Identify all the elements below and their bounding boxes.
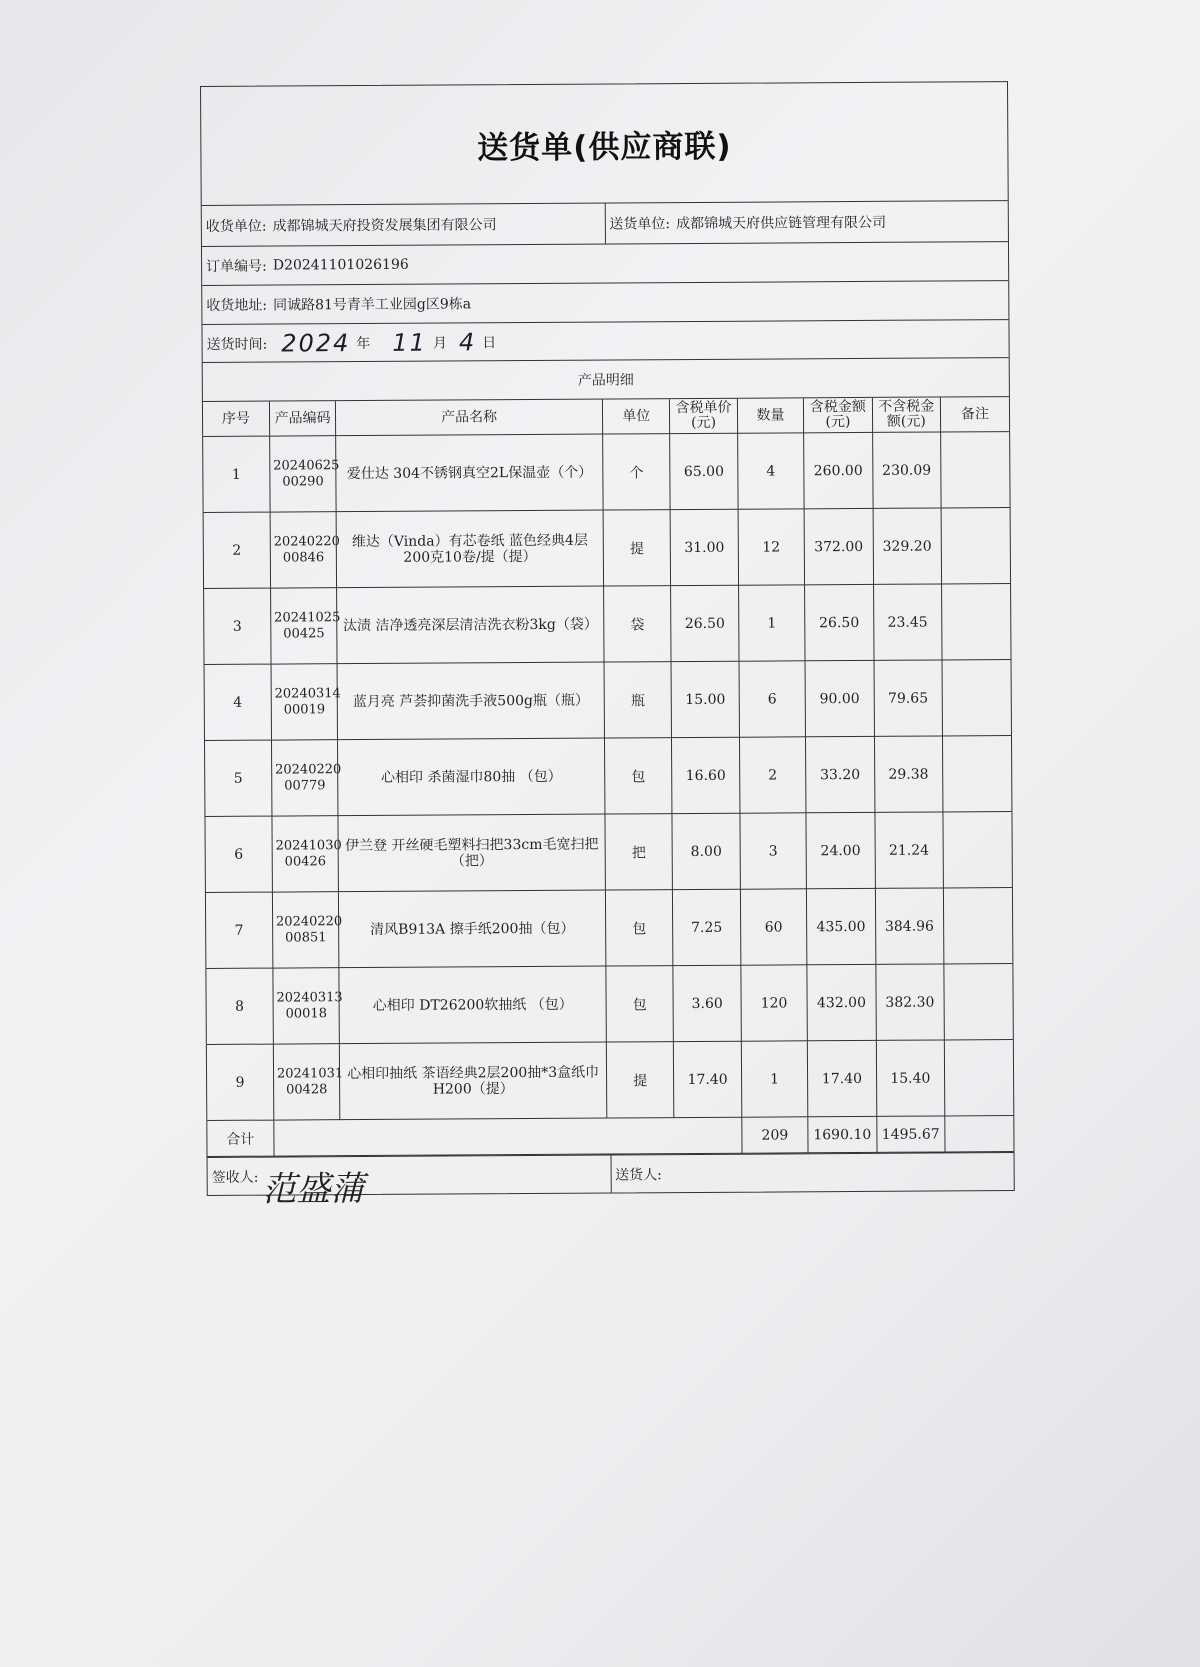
signer-label: 签收人: [211, 1169, 259, 1186]
row-amount: 260.00 [804, 432, 873, 508]
col-unit: 单位 [602, 399, 670, 434]
row-unit: 包 [605, 890, 673, 966]
row-price: 16.60 [672, 737, 740, 813]
row-net: 384.96 [875, 888, 944, 964]
row-unit: 提 [603, 510, 671, 586]
row-note [942, 660, 1011, 736]
col-no: 序号 [203, 402, 270, 437]
col-qty: 数量 [737, 398, 804, 433]
row-qty: 3 [740, 813, 807, 889]
total-note [945, 1116, 1014, 1152]
row-code-part2: 00425 [283, 625, 325, 642]
row-qty: 4 [737, 433, 804, 509]
delivery-time-row [202, 320, 1008, 363]
row-code-part2: 00779 [284, 777, 326, 793]
row-net: 29.38 [874, 736, 943, 812]
row-qty: 1 [741, 1041, 808, 1117]
col-code: 产品编码 [269, 401, 336, 436]
row-name: 爱仕达 304不锈钢真空2L保温壶（个） [336, 434, 603, 512]
section-title: 产品明细 [577, 372, 634, 389]
supplier-value: 成都锦城天府供应链管理有限公司 [676, 214, 887, 233]
row-amount: 432.00 [807, 964, 876, 1040]
day-unit: 日 [482, 334, 497, 351]
row-code [273, 968, 343, 1044]
row-code [270, 588, 341, 664]
year-unit: 年 [356, 335, 371, 352]
row-no: 1 [203, 436, 270, 512]
row-net: 230.09 [872, 432, 941, 508]
col-price: 含税单价(元) [670, 399, 738, 434]
row-price: 17.40 [674, 1041, 742, 1117]
row-note [942, 584, 1011, 660]
row-net: 23.45 [873, 584, 942, 660]
row-note [944, 1040, 1013, 1116]
row-amount: 26.50 [805, 584, 874, 660]
row-unit: 包 [606, 966, 674, 1042]
address-row [202, 281, 1008, 325]
month-unit: 月 [432, 334, 447, 352]
row-no: 7 [206, 892, 273, 968]
order-number: D20241101026196 [272, 256, 409, 274]
table-row [204, 508, 1010, 589]
row-qty: 60 [740, 889, 807, 965]
row-code-part2: 00426 [284, 853, 327, 869]
table-row [206, 888, 1012, 969]
row-code-part2: 00851 [285, 929, 327, 945]
table-row [207, 1040, 1013, 1121]
row-name: 清风B913A 擦手纸200抽（包） [339, 890, 606, 968]
receiver-label: 收货单位: [205, 218, 267, 235]
row-note [941, 508, 1010, 584]
row-code [270, 512, 340, 588]
row-no: 6 [205, 816, 272, 892]
row-code-part2: 00290 [282, 473, 324, 490]
row-unit: 个 [603, 434, 671, 510]
row-name: 蓝月亮 芦荟抑菌洗手液500g瓶（瓶） [337, 662, 604, 740]
col-amount: 含税金额(元) [804, 398, 873, 433]
row-code [271, 664, 341, 740]
row-unit: 提 [606, 1042, 674, 1118]
row-note [943, 888, 1012, 964]
delivery-note-form [200, 81, 1015, 1210]
row-net: 79.65 [874, 660, 943, 736]
row-amount: 24.00 [806, 812, 875, 888]
row-qty: 120 [741, 965, 808, 1041]
row-qty: 2 [739, 737, 806, 813]
row-code-part1: 20240314 [274, 685, 341, 702]
row-name: 心相印抽纸 茶语经典2层200抽*3盒纸巾H200（提） [340, 1042, 607, 1120]
handwritten-signature: 范盛蒲 [262, 1169, 365, 1210]
row-code-part1: 20240220 [275, 913, 343, 930]
section-title-row [203, 358, 1009, 402]
parties-row [202, 201, 1008, 247]
row-code [270, 436, 340, 512]
row-amount: 33.20 [806, 736, 875, 812]
delivery-month: 11 [392, 328, 427, 357]
row-code [271, 740, 342, 816]
address-value: 同诚路81号青羊工业园g区9栋a [273, 296, 472, 314]
row-code-part1: 20240313 [276, 989, 343, 1006]
row-code-part1: 20241025 [274, 609, 341, 626]
col-note: 备注 [940, 397, 1009, 432]
row-note [944, 964, 1013, 1040]
row-price: 65.00 [670, 433, 738, 509]
row-price: 3.60 [673, 965, 741, 1041]
order-label: 订单编号: [206, 258, 267, 275]
total-net: 1495.67 [876, 1116, 945, 1152]
receiver-cell [202, 204, 605, 246]
total-row [207, 1116, 1013, 1157]
row-qty: 12 [738, 509, 805, 585]
table-row [203, 432, 1009, 513]
row-code-part2: 00846 [282, 549, 325, 566]
row-unit: 瓶 [604, 662, 672, 738]
deliverer-label: 送货人: [615, 1166, 662, 1183]
row-name: 心相印 杀菌湿巾80抽 （包） [338, 738, 605, 816]
row-code-part2: 00018 [285, 1005, 327, 1021]
row-unit: 把 [605, 814, 673, 890]
table-row [205, 736, 1011, 817]
row-qty: 1 [738, 585, 805, 661]
row-code-part1: 20240220 [273, 533, 340, 550]
row-note [942, 736, 1011, 812]
address-label: 收货地址: [206, 297, 268, 314]
row-net: 15.40 [876, 1040, 945, 1116]
document-title: 送货单(供应商联) [477, 128, 732, 166]
order-row [202, 242, 1008, 286]
product-table [203, 397, 1014, 1157]
row-code-part1: 20240220 [275, 761, 342, 778]
row-no: 3 [204, 588, 271, 664]
row-no: 5 [205, 740, 272, 816]
delivery-time-label: 送货时间: [206, 336, 268, 353]
row-price: 26.50 [671, 585, 739, 661]
col-net: 不含税金额(元) [872, 397, 941, 432]
row-price: 15.00 [671, 661, 739, 737]
row-unit: 袋 [604, 586, 672, 662]
supplier-label: 送货单位: [609, 216, 671, 233]
row-net: 21.24 [875, 812, 944, 888]
signer-cell [208, 1156, 611, 1210]
row-code-part2: 00019 [283, 701, 326, 717]
deliverer-cell [610, 1153, 1014, 1192]
col-name: 产品名称 [336, 400, 603, 436]
row-net: 329.20 [873, 508, 942, 584]
total-amount: 1690.10 [808, 1116, 877, 1152]
row-name: 维达（Vinda）有芯卷纸 蓝色经典4层200克10卷/提（提） [336, 510, 603, 588]
table-row [205, 660, 1011, 741]
row-note [943, 812, 1012, 888]
total-qty: 209 [742, 1117, 809, 1153]
row-code [272, 816, 342, 892]
total-blank [274, 1117, 742, 1156]
row-note [941, 432, 1010, 508]
table-row [205, 812, 1011, 893]
row-amount: 372.00 [804, 508, 873, 584]
table-row [206, 964, 1012, 1045]
row-price: 8.00 [672, 813, 740, 889]
row-code [272, 892, 343, 968]
row-code-part1: 20241030 [275, 837, 342, 854]
delivery-day: 4 [458, 327, 477, 356]
table-header-row [203, 397, 1009, 436]
row-name: 伊兰登 开丝硬毛塑料扫把33cm毛宽扫把（把） [338, 814, 605, 892]
receiver-value: 成都锦城天府投资发展集团有限公司 [272, 217, 497, 235]
signature-row [208, 1152, 1014, 1210]
row-code-part2: 00428 [286, 1081, 328, 1097]
title-row [201, 82, 1008, 206]
row-code-part1: 20241031 [276, 1065, 344, 1082]
total-label: 合计 [207, 1120, 274, 1156]
row-no: 9 [207, 1044, 274, 1120]
row-name: 心相印 DT26200软抽纸 （包） [339, 966, 606, 1044]
row-no: 2 [204, 512, 271, 588]
row-amount: 90.00 [805, 660, 874, 736]
row-qty: 6 [739, 661, 806, 737]
row-no: 8 [206, 968, 273, 1044]
row-unit: 包 [604, 738, 672, 814]
row-no: 4 [205, 664, 272, 740]
row-code [273, 1044, 344, 1120]
row-code-part1: 20240625 [273, 457, 340, 474]
delivery-year: 2024 [281, 328, 351, 358]
supplier-cell [604, 201, 1008, 243]
row-amount: 17.40 [808, 1040, 877, 1116]
row-price: 31.00 [670, 509, 738, 585]
row-price: 7.25 [673, 889, 741, 965]
row-net: 382.30 [875, 964, 944, 1040]
row-amount: 435.00 [807, 888, 876, 964]
table-row [204, 584, 1010, 665]
row-name: 汰渍 洁净透亮深层清洁洗衣粉3kg（袋） [337, 586, 604, 664]
